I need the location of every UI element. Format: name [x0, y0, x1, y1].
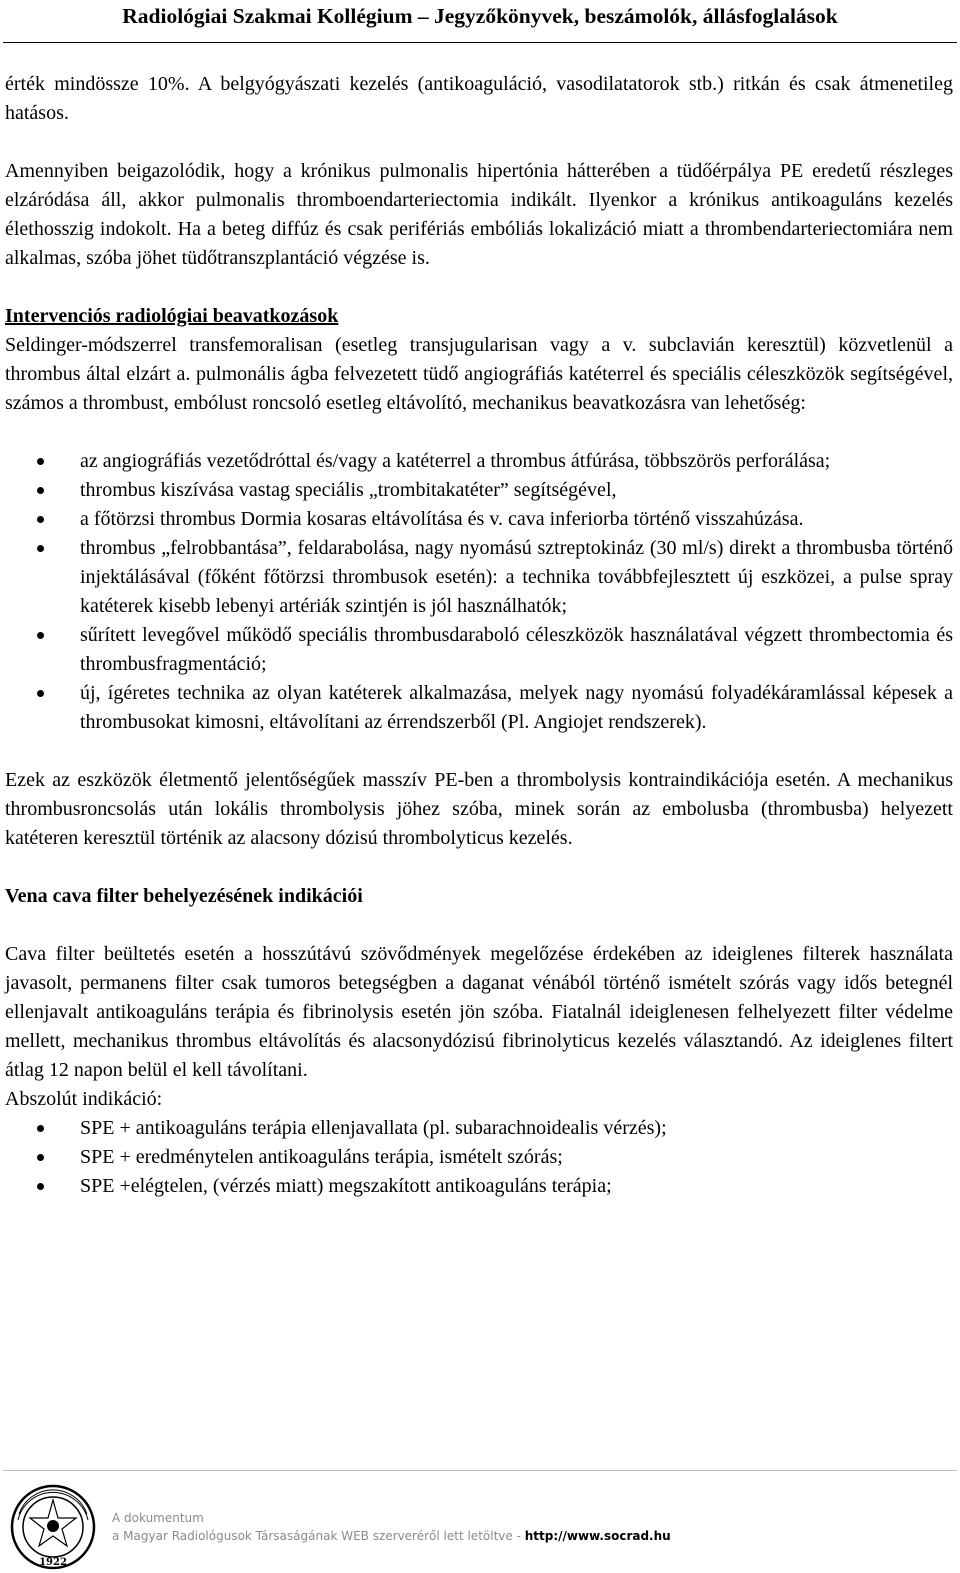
seal-year: 1922	[39, 1557, 67, 1568]
header-divider	[3, 42, 957, 43]
footer-divider	[3, 1470, 957, 1471]
footer-line-1: A dokumentum	[112, 1511, 204, 1525]
list-item: SPE + eredménytelen antikoaguláns terápia, ismételt szórás;	[5, 1143, 953, 1172]
spacer	[5, 418, 953, 447]
footer-notice	[112, 1509, 671, 1545]
list-item: az angiográfiás vezetődróttal és/vagy a katéterrel a thrombus átfúrása, többszörös perforálása;	[5, 447, 953, 476]
list-item: új, ígéretes technika az olyan katéterek alkalmazása, melyek nagy nyomású folyadékáramlással képesek a thrombusokat kimosni, eltávolítani az érrendszerből (Pl. Angiojet rendszerek).	[5, 679, 953, 737]
absolute-indication-list	[5, 1114, 953, 1201]
bullet-icon	[37, 632, 44, 639]
list-item: SPE + antikoaguláns terápia ellenjavallata (pl. subarachnoidealis vérzés);	[5, 1114, 953, 1143]
mechanical-methods-list	[5, 447, 953, 737]
list-item: thrombus „felrobbantása”, feldarabolása, nagy nyomású sztreptokináz (30 ml/s) direkt a thrombusba történő injektálásával (főként főtörzsi thrombusok esetén): a technika továbbfejlesztett új eszközei, a pulse spray katéterek kisebb lebenyi artériák szintjén is jól használhatók;	[5, 534, 953, 621]
bullet-icon	[37, 1125, 44, 1132]
bullet-icon	[37, 690, 44, 697]
section-heading-cava-filter: Vena cava filter behelyezésének indikációi	[5, 885, 363, 907]
bullet-icon	[37, 1183, 44, 1190]
paragraph-6: Abszolút indikáció:	[5, 1088, 163, 1110]
paragraph-3: Seldinger-módszerrel transfemoralisan (esetleg transjugularisan vagy a v. subclavián keresztül) közvetlenül a thrombus által elzárt a. pulmonális ágba felvezetett tüdő angiográfiás katéterrel és speciális céleszközök segítségével, számos a thrombust, embólust roncsoló esetleg eltávolító, mechanikus beavatkozásra van lehetőség:	[5, 334, 953, 414]
bullet-icon	[37, 487, 44, 494]
spacer	[5, 737, 953, 766]
list-item: a főtörzsi thrombus Dormia kosaras eltávolítása és v. cava inferiorba történő visszahúzása.	[5, 505, 953, 534]
list-item: SPE +elégtelen, (vérzés miatt) megszakított antikoaguláns terápia;	[5, 1172, 953, 1201]
spacer	[5, 273, 953, 302]
paragraph-4: Ezek az eszközök életmentő jelentőségűek masszív PE-ben a thrombolysis kontraindikációja esetén. A mechanikus thrombusroncsolás után lokális thrombolysis jöhez szóba, minek során az embolusba (thrombusba) helyezett katéteren keresztül történik az alacsony dózisú thrombolyticus kezelés.	[5, 769, 953, 849]
bullet-icon	[37, 545, 44, 552]
paragraph-2: Amennyiben beigazolódik, hogy a krónikus pulmonalis hipertónia hátterében a tüdőérpálya PE eredetű részleges elzáródása áll, akkor pulmonalis thromboendarteriectomia indikált. Ilyenkor a krónikus antikoaguláns kezelés élethosszig indokolt. Ha a beteg diffúz és csak perifériás embóliás lokalizáció miatt a thrombendarteriectomiára nem alkalmas, szóba jöhet tüdőtranszplantáció végzése is.	[5, 160, 953, 269]
list-item: sűrített levegővel működő speciális thrombusdaraboló céleszközök használatával végzett thrombectomia és thrombusfragmentáció;	[5, 621, 953, 679]
bullet-icon	[37, 516, 44, 523]
footer-line-2: a Magyar Radiológusok Társaságának WEB szerveréről lett letöltve - http://www.socrad.hu	[112, 1529, 671, 1543]
list-item: thrombus kiszívása vastag speciális „trombitakatéter” segítségével,	[5, 476, 953, 505]
bullet-icon	[37, 1154, 44, 1161]
paragraph-5: Cava filter beültetés esetén a hosszútávú szövődmények megelőzése érdekében az ideiglenes filterek használata javasolt, permanens filter csak tumoros betegségben a daganat vénából történő ismételt szórás vagy idős betegnél ellenjavalt antikoaguláns terápia és fibrinolysis esetén jön szóba. Fiatalnál ideiglenesen felhelyezett filter védelme mellett, mechanikus thrombus eltávolítás és alacsonydózisú fibrinolyticus kezelés választandó. Az ideiglenes filtert átlag 12 napon belül el kell távolítani.	[5, 943, 953, 1081]
document-body	[5, 70, 953, 1201]
paragraph-1: érték mindössze 10%. A belgyógyászati kezelés (antikoaguláció, vasodilatatorok stb.) ritkán és csak átmenetileg hatásos.	[5, 73, 953, 124]
spacer	[5, 128, 953, 157]
footer-url-link[interactable]: http://www.socrad.hu	[524, 1529, 671, 1543]
society-seal-logo	[10, 1484, 96, 1570]
spacer	[5, 853, 953, 882]
bullet-icon	[37, 458, 44, 465]
section-heading-interventional: Intervenciós radiológiai beavatkozások	[5, 305, 339, 327]
page-header: Radiológiai Szakmai Kollégium – Jegyzőkönyvek, beszámolók, állásfoglalások	[122, 4, 838, 28]
spacer	[5, 911, 953, 940]
